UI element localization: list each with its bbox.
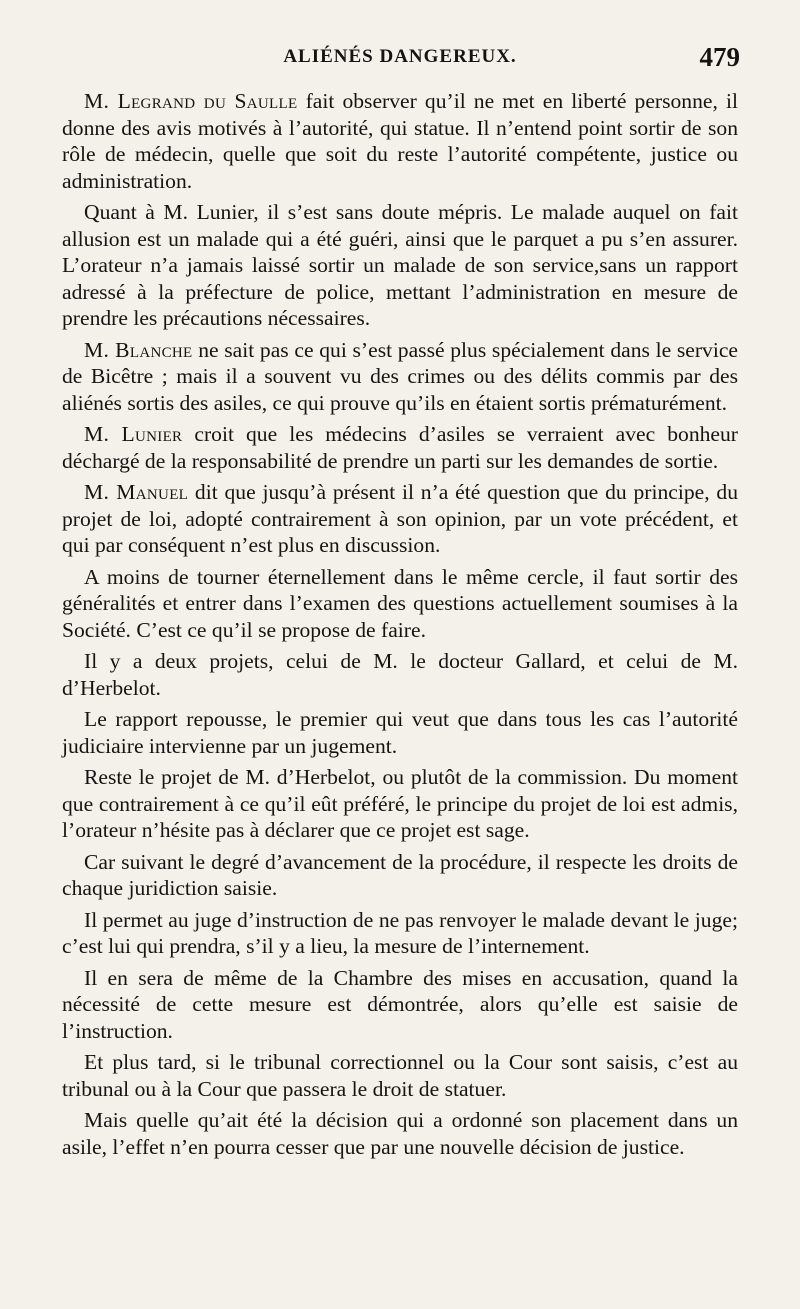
paragraph-text: Il y a deux projets, celui de M. le docteur Gallard, et celui de M. d’Herbelot.	[62, 649, 738, 700]
paragraph-text: Quant à M. Lunier, il s’est sans doute mépris. Le malade auquel on fait allusion est un malade qui a été guéri, ainsi que le parquet a pu s’en assurer. L’orateur n’a jamais laissé sortir un malade de son service,sans un rapport adressé à la préfecture de police, mettant l’administration en mesure de prendre les précautions nécessaires.	[62, 200, 738, 330]
paragraph	[62, 564, 738, 644]
paragraph-text: Le rapport repousse, le premier qui veut que dans tous les cas l’autorité judiciaire intervienne par un jugement.	[62, 707, 738, 758]
paragraph-text: Reste le projet de M. d’Herbelot, ou plutôt de la commission. Du moment que contrairement à ce qu’il eût préféré, le principe du projet de loi est admis, l’orateur n’hésite pas à déclarer que ce projet est sage.	[62, 765, 738, 842]
body-text	[62, 88, 738, 1165]
paragraph-text: Il permet au juge d’instruction de ne pas renvoyer le malade devant le juge; c’est lui qui prendra, s’il y a lieu, la mesure de l’internement.	[62, 907, 738, 958]
paragraph-text: Car suivant le degré d’avancement de la procédure, il respecte les droits de chaque juridiction saisie.	[62, 849, 738, 900]
paragraph	[62, 648, 738, 701]
paragraph	[62, 199, 738, 332]
paragraph	[62, 706, 738, 759]
paragraph-text: Il en sera de même de la Chambre des mises en accusation, quand la nécessité de cette mesure est démontrée, alors qu’elle est saisie de l’instruction.	[62, 965, 738, 1043]
paragraph	[62, 88, 738, 194]
page-header	[60, 42, 740, 82]
speaker-name: M. Legrand du Saulle	[84, 89, 298, 113]
paragraph-text: Mais quelle qu’ait été la décision qui a ordonné son placement dans un asile, l’effet n’en pourra cesser que par une nouvelle décision de justice.	[62, 1108, 738, 1159]
speaker-name: M. Lunier	[84, 422, 183, 446]
paragraph	[62, 421, 738, 474]
paragraph	[62, 764, 738, 844]
page-number: 479	[699, 42, 740, 72]
speaker-name: M. Manuel	[84, 480, 189, 504]
paragraph	[62, 907, 738, 960]
running-title: ALIÉNÉS DANGEREUX.	[283, 46, 517, 67]
paragraph-text: dit que jusqu’à présent il n’a été question que du principe, du projet de loi, adopté contrairement à son opinion, par un vote précédent, et qui par conséquent n’est plus en discussion.	[62, 480, 738, 557]
paragraph	[62, 1049, 738, 1102]
paragraph-text: fait observer qu’il ne met en liberté personne, il donne des avis motivés à l’autorité, qui statue. Il n’entend point sortir de son rôle de médecin, quelle que soit du reste l’autorité compétente, justice ou administration.	[62, 89, 738, 193]
paragraph	[62, 849, 738, 902]
paragraph	[62, 965, 738, 1045]
paragraph-text: croit que les médecins d’asiles se verraient avec bonheur déchargé de la responsabilité de prendre un parti sur les demandes de sortie.	[62, 422, 738, 473]
paragraph	[62, 1107, 738, 1160]
paragraph	[62, 337, 738, 417]
paragraph	[62, 479, 738, 559]
paragraph-text: ne sait pas ce qui s’est passé plus spécialement dans le service de Bicêtre ; mais il a souvent vu des crimes ou des délits commis par des aliénés sortis des asiles, ce qui prouve qu’ils en étaient sortis prématurément.	[62, 337, 738, 415]
paragraph-text: A moins de tourner éternellement dans le même cercle, il faut sortir des généralités et entrer dans l’examen des questions actuellement soumises à la Société. C’est ce qu’il se propose de faire.	[62, 564, 738, 642]
speaker-name: M. Blanche	[84, 337, 193, 362]
paragraph-text: Et plus tard, si le tribunal correctionnel ou la Cour sont saisis, c’est au tribunal ou à la Cour que passera le droit de statuer.	[62, 1050, 738, 1101]
